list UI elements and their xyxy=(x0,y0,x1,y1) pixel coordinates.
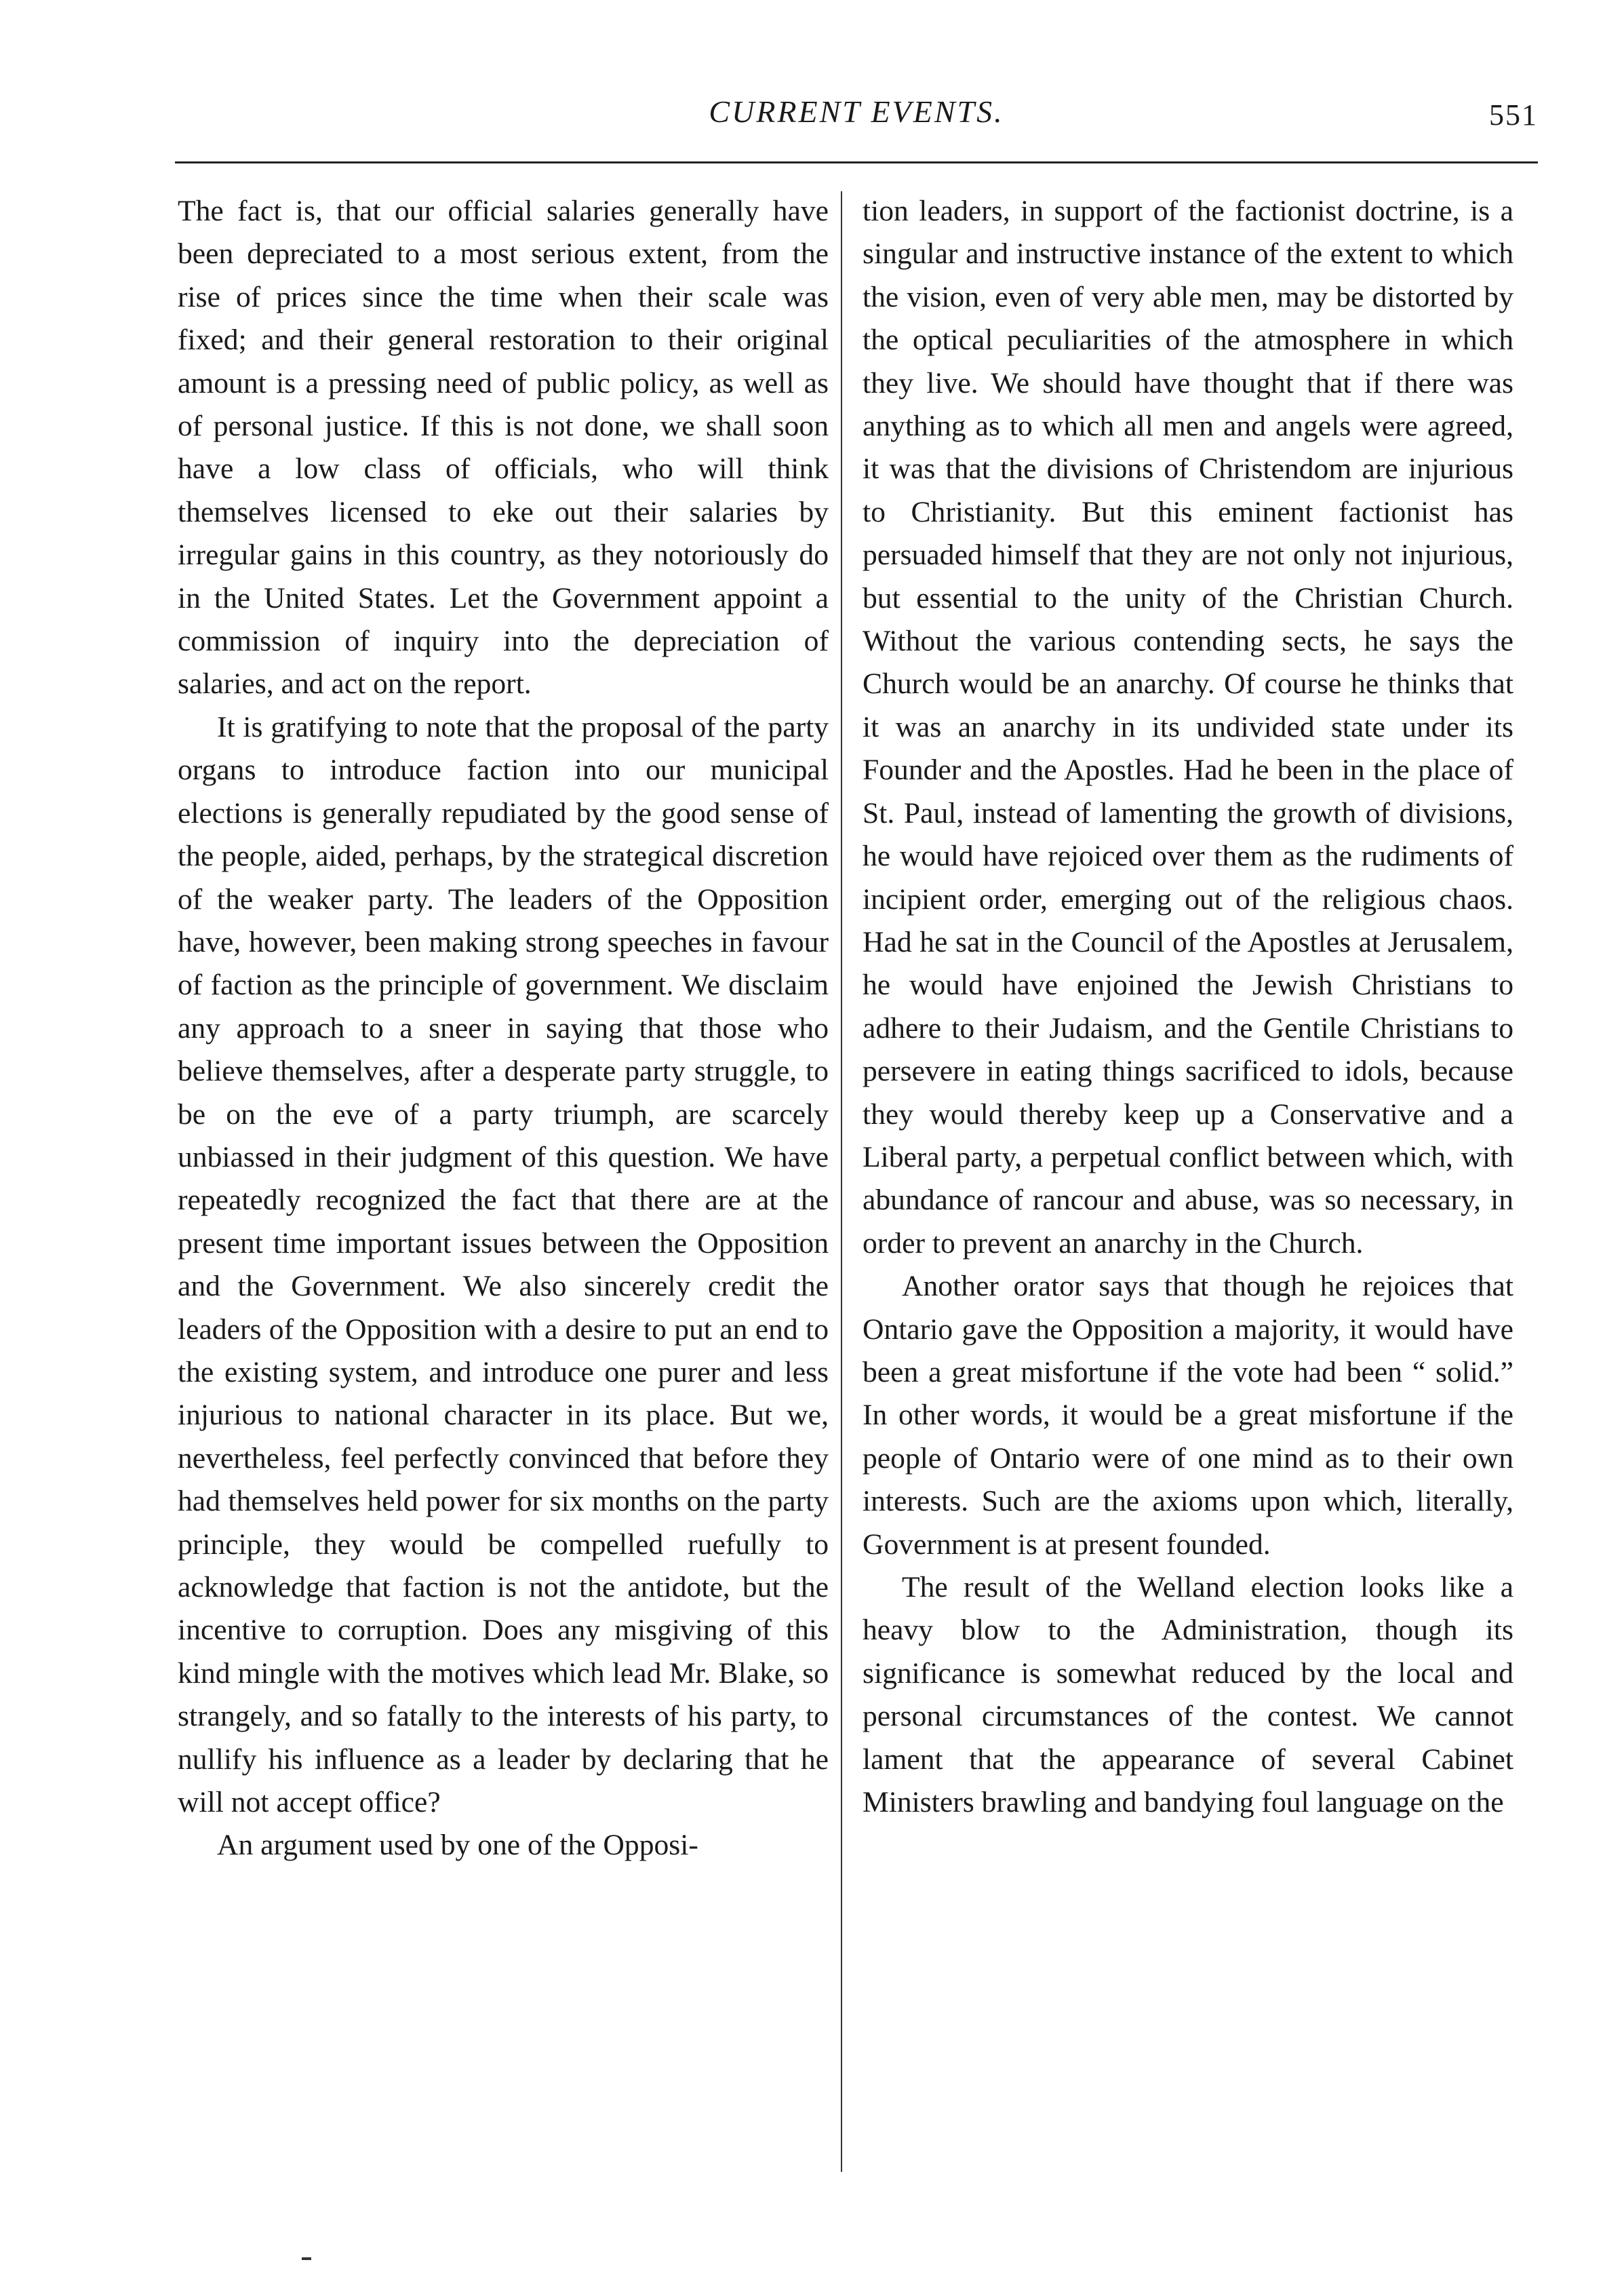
stray-ink-mark xyxy=(302,2257,311,2260)
paragraph-argument-start: An argument used by one of the Opposi- xyxy=(217,1829,698,1862)
paragraph-salaries: The fact is, that our official salaries generally have been depreciated to a most serious extent, from the rise of prices since the time when their scale was fixed; and their general restoration to their original amount is a pressing need of public policy, as well as of personal justice. If this is not done, we shall soon have a low class of officials, who will think themselves licensed to eke out their salaries by irregular gains in this country, as they notoriously do in the United States. Let the Government appoint a commission of inquiry into the depreciation of salaries, and act on the report. xyxy=(178,195,829,701)
paragraph-welland-election: The result of the Welland election looks like a heavy blow to the Administration, though its significance is somewhat reduced by the local and personal circumstances of the contest. We cannot lament that the appearance of several Cabinet Ministers brawling and bandying foul language on the xyxy=(863,1571,1513,1819)
paragraph-municipal-faction: It is gratifying to note that the proposal of the party organs to introduce faction into our municipal elections is generally repudiated by the good sense of the people, aided, perhaps, by the strategical discretion of the weaker party. The leaders of the Opposition have, however, been making strong speeches in favour of faction as the principle of government. We disclaim any approach to a sneer in saying that those who believe themselves, after a desperate party struggle, to be on the eve of a party triumph, are scarcely unbiassed in their judgment of this question. We have repeatedly recognized the fact that there are at the present time important issues between the Opposition and the Government. We also sincerely credit the leaders of the Opposition with a desire to put an end to the existing system, and introduce one purer and less injurious to national character in its place. But we, nevertheless, feel perfectly convinced that before they had themselves held power for six months on the party principle, they would be compelled ruefully to acknowledge that faction is not the antidote, but the incentive to corruption. Does any misgiving of this kind mingle with the motives which lead Mr. Blake, so strangely, and so fatally to the interests of his party, to nullify his influence as a leader by declaring that he will not accept office? xyxy=(178,710,829,1819)
page-number: 551 xyxy=(1489,98,1538,132)
running-head xyxy=(175,94,1538,148)
right-column xyxy=(863,190,1513,1824)
paragraph-factionist-doctrine: tion leaders, in support of the factionist doctrine, is a singular and instructive instance of the extent to which the vision, even of very able men, may be distorted by the optical peculiarities of the atmosphere in which they live. We should have thought that if there was anything as to which all men and angels were agreed, it was that the divisions of Christendom are injurious to Christianity. But this eminent factionist has persuaded himself that they are not only not injurious, but essential to the unity of the Christian Church. Without the various contending sects, he says the Church would be an anarchy. Of course he thinks that it was an anarchy in its undivided state under its Founder and the Apostles. Had he been in the place of St. Paul, instead of lamenting the growth of divisions, he would have rejoiced over them as the rudiments of incipient order, emerging out of the religious chaos. Had he sat in the Council of the Apostles at Jerusalem, he would have enjoined the Jewish Christians to adhere to their Judaism, and the Gentile Christians to persevere in eating things sacrificed to idols, because they would thereby keep up a Conservative and a Liberal party, a perpetual conflict between which, with abundance of rancour and abuse, was so necessary, in order to prevent an anarchy in the Church. xyxy=(863,195,1513,1260)
left-column xyxy=(178,190,829,1867)
paragraph-another-orator: Another orator says that though he rejoices that Ontario gave the Opposition a majority, it would have been a great misfortune if the vote had been “ solid.” In other words, it would be a great misfortune if the people of Ontario were of one mind as to their own interests. Such are the axioms upon which, literally, Government is at present founded. xyxy=(863,1270,1513,1561)
header-rule xyxy=(175,161,1538,163)
running-head-title: CURRENT EVENTS. xyxy=(709,94,1004,129)
column-divider xyxy=(841,191,842,2172)
